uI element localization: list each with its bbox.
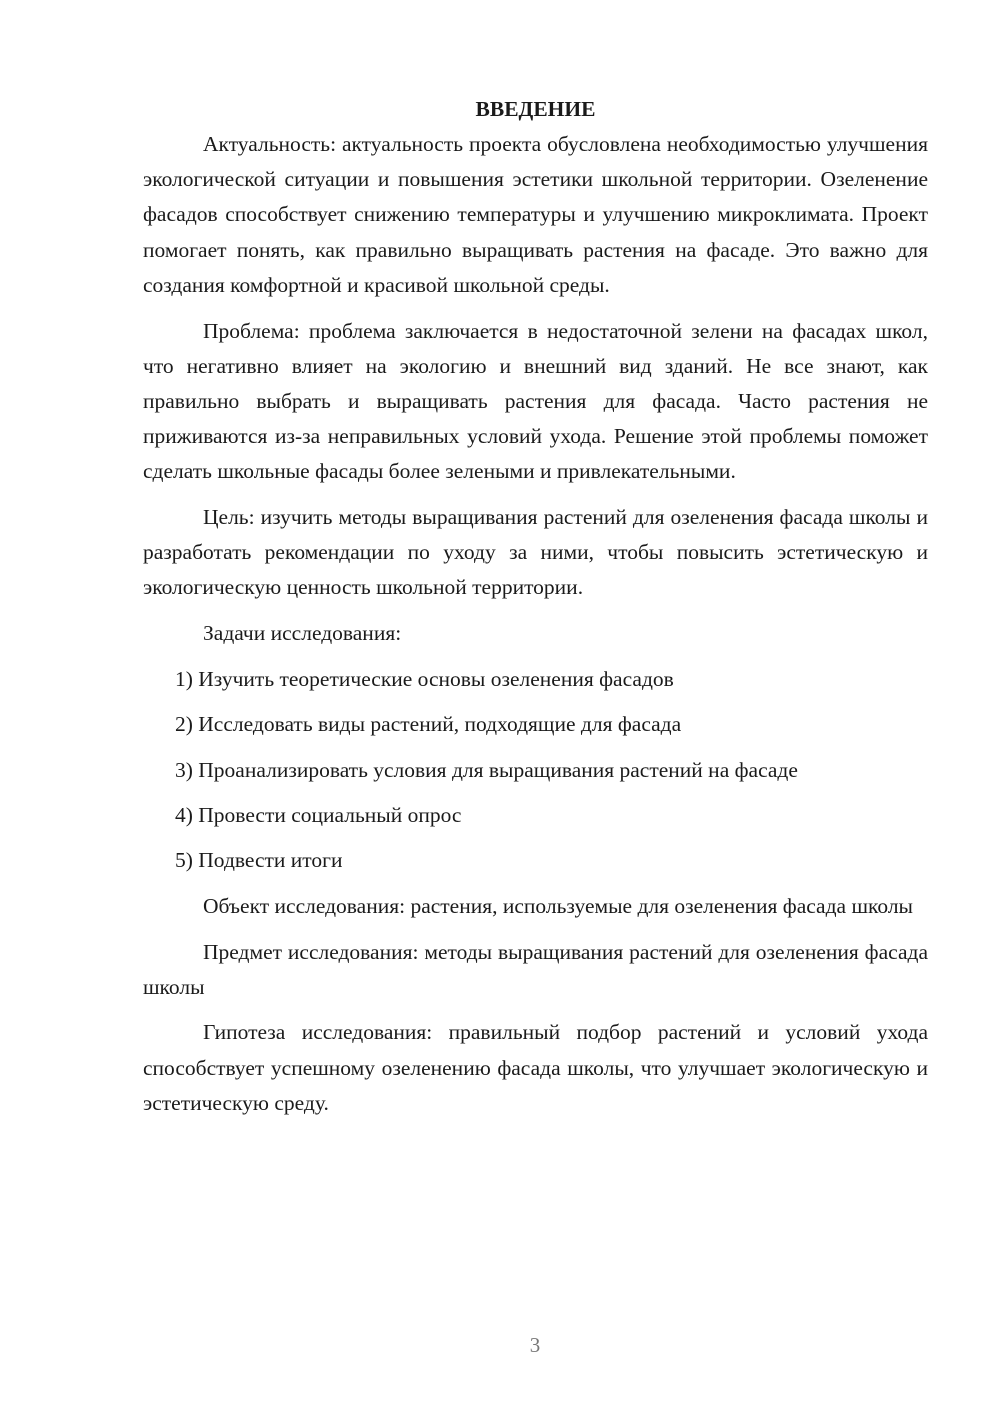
goal-paragraph: Цель: изучить методы выращивания растений для озеленения фасада школы и разработать рекомендации по уходу за ними, чтобы повысить эстетическую и экологическую ценность школьной территории. (143, 505, 928, 600)
section-title: ВВЕДЕНИЕ (475, 97, 596, 121)
tasks-heading: Задачи исследования: (203, 621, 402, 646)
list-item: 4) Провести социальный опрос (175, 803, 462, 828)
problem-paragraph: Проблема: проблема заключается в недостаточной зелени на фасадах школ, что негативно влияет на экологию и внешний вид зданий. Не все знают, как правильно выбрать и выращивать растения для фасада. Часто растения не приживаются из-за неправильных условий ухода. Решение этой проблемы поможет сделать школьные фасады более зелеными и привлекательными. (143, 318, 928, 484)
relevance-paragraph: Актуальность: актуальность проекта обусловлена необходимостью улучшения экологической ситуации и повышения эстетики школьной территории. Озеленение фасадов способствует снижению температуры и улучшению микроклимата. Проект помогает понять, как правильно выращивать растения на фасаде. Это важно для создания комфортной и красивой школьной среды. (143, 132, 928, 297)
page-number: 3 (529, 1333, 541, 1357)
list-item: 3) Проанализировать условия для выращивания растений на фасаде (175, 757, 798, 782)
list-item: 1) Изучить теоретические основы озеленения фасадов (175, 666, 674, 691)
object-paragraph: Объект исследования: растения, используемые для озеленения фасада школы (203, 893, 913, 918)
list-item: 2) Исследовать виды растений, подходящие для фасада (175, 712, 682, 737)
tasks-list (143, 662, 928, 879)
list-item: 5) Подвести итоги (175, 848, 343, 873)
document-page (143, 92, 928, 1132)
subject-paragraph: Предмет исследования: методы выращивания растений для озеленения фасада школы (143, 939, 928, 999)
hypothesis-paragraph: Гипотеза исследования: правильный подбор растений и условий ухода способствует успешному озеленению фасада школы, что улучшает экологическую и эстетическую среду. (143, 1020, 928, 1115)
